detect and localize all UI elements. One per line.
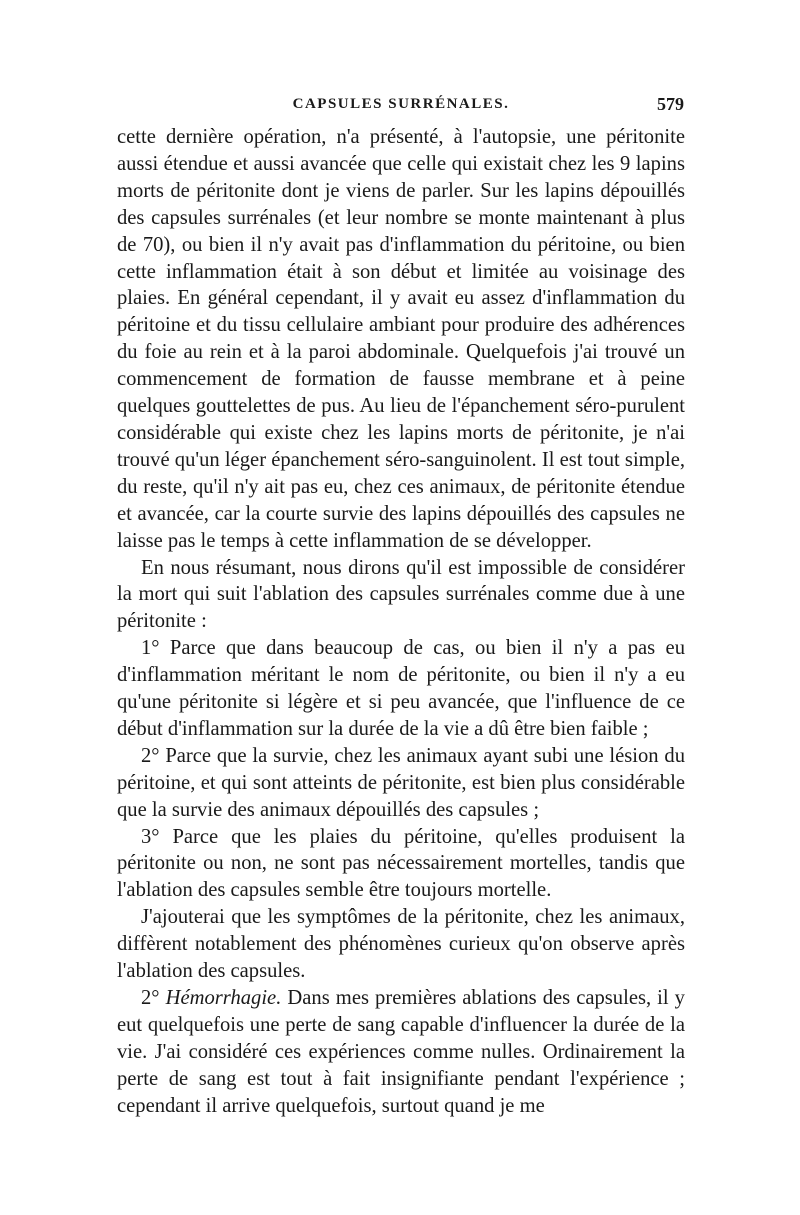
body-text: [117, 124, 685, 1120]
section-text: Dans mes premières ablations des capsules, il y eut quelquefois une perte de sang capable d'influencer la durée de la vie. J'ai considéré ces expériences comme nulles. Ordinairement la perte de sang est tout à fait insignifiante pendant l'expérience ; cependant il arrive quelquefois, surtout quand je me: [117, 987, 685, 1117]
page-header: [118, 96, 684, 122]
page-number: 579: [657, 94, 684, 114]
section-title: Hémorrhagie.: [165, 987, 282, 1009]
paragraph-symptoms: J'ajouterai que les symptômes de la péritonite, chez les animaux, diffèrent notablement des phénomènes curieux qu'on observe après l'ablation des capsules.: [117, 906, 685, 983]
list-item-2: 2° Parce que la survie, chez les animaux ayant subi une lésion du péritoine, et qui sont atteints de péritonite, est bien plus considérable que la survie des animaux dépouillés des capsules ;: [117, 744, 685, 821]
list-item-3: 3° Parce que les plaies du péritoine, qu'elles produisent la péritonite ou non, ne sont pas nécessairement mortelles, tandis que l'ablation des capsules semble être toujours mortelle.: [117, 825, 685, 902]
section-number: 2°: [141, 987, 160, 1009]
running-title: CAPSULES SURRÉNALES.: [292, 96, 510, 112]
paragraph-continued: cette dernière opération, n'a présenté, à l'autopsie, une péritonite aussi étendue et aussi avancée que celle qui existait chez les 9 lapins morts de péritonite dont je viens de parler. Sur les lapins dépouillés des capsules surrénales (et leur nombre se monte maintenant à plus de 70), ou bien il n'y avait pas d'inflammation du péritoine, ou bien cette inflammation était à son début et limitée au voisinage des plaies. En général cependant, il y avait eu assez d'inflammation du péritoine et du tissu cellulaire ambiant pour produire des adhérences du foie au rein et à la paroi abdominale. Quelquefois j'ai trouvé un commencement de formation de fausse membrane et à peine quelques gouttelettes de pus. Au lieu de l'épanchement séro-purulent considérable qui existe chez les lapins morts de péritonite, je n'ai trouvé qu'un léger épanchement séro-sanguinolent. Il est tout simple, du reste, qu'il n'y ait pas eu, chez ces animaux, de péritonite étendue et avancée, car la courte survie des lapins dépouillés des capsules ne laisse pas le temps à cette inflammation de se développer.: [117, 126, 685, 552]
section-hemorrhagie: [117, 985, 685, 1120]
list-item-1: 1° Parce que dans beaucoup de cas, ou bien il n'y a pas eu d'inflammation méritant le nom de péritonite, ou bien il n'y a eu qu'une péritonite si légère et si peu avancée, que l'influence de ce début d'inflammation sur la durée de la vie a dû être bien faible ;: [117, 637, 685, 740]
paragraph-summary: En nous résumant, nous dirons qu'il est impossible de considérer la mort qui suit l'ablation des capsules surrénales comme due à une péritonite :: [117, 556, 685, 633]
